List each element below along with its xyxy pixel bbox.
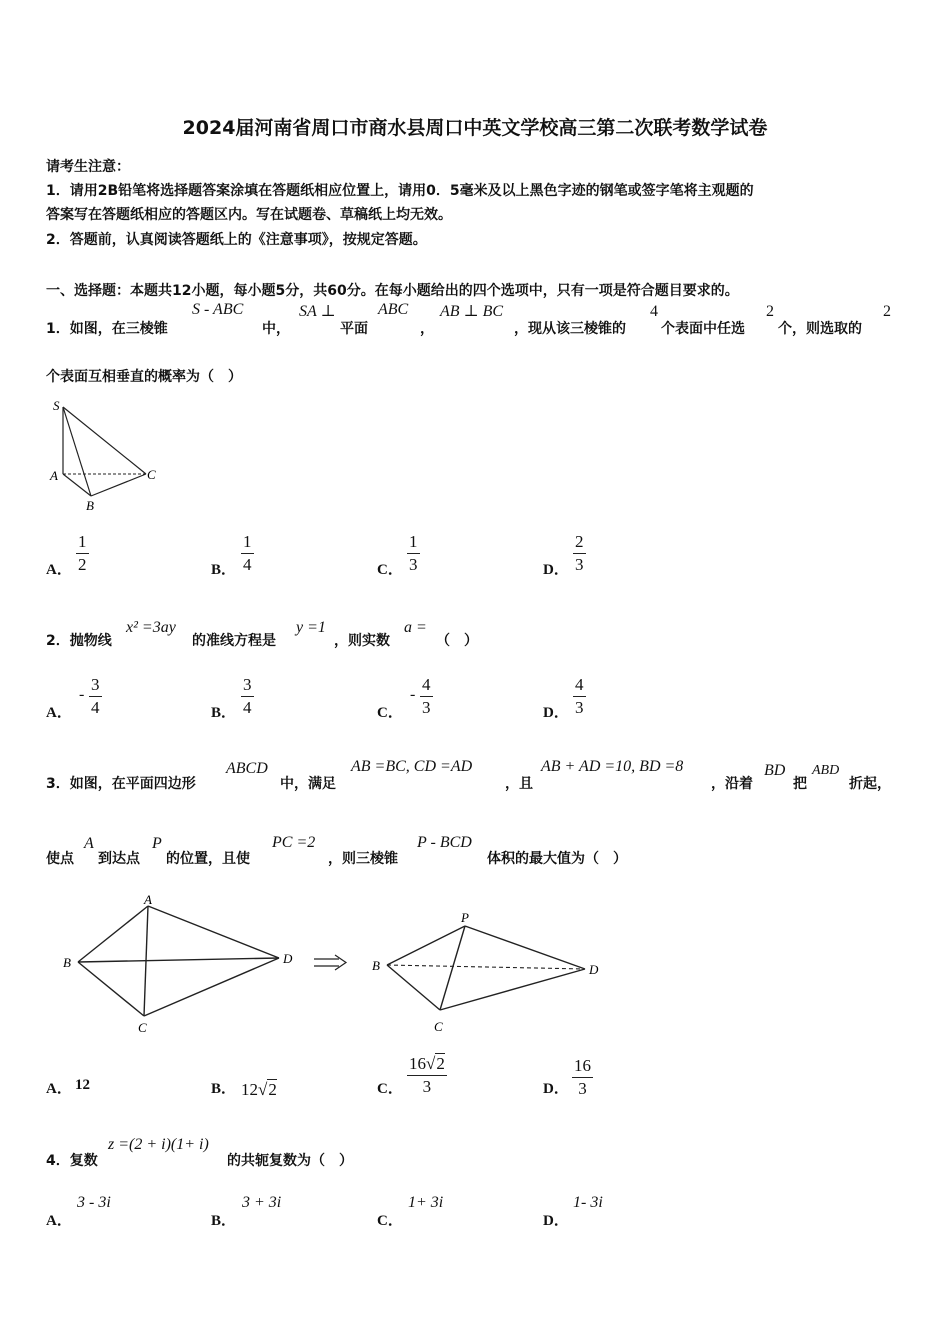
q1-math-1: S - ABC	[192, 301, 244, 318]
q3-fig1-label-b: B	[63, 955, 71, 970]
q3-fig2-label-c: C	[434, 1019, 443, 1034]
q3-math-5: ABD	[812, 763, 840, 778]
q3-fig1-label-c: C	[138, 1020, 147, 1035]
q2-math-1: x² =3ay	[126, 619, 176, 636]
q1-math-3: ABC	[378, 301, 409, 318]
q1-fig-label-s: S	[53, 398, 60, 413]
q3-line2-math-4: P - BCD	[417, 834, 472, 851]
q1-math-4: AB ⊥ BC	[440, 303, 504, 320]
q3-line2-text-5: 体积的最大值为（ ）	[487, 851, 627, 867]
q1-option-b-label: B．	[211, 562, 237, 578]
q4-math-1: z =(2 + i)(1+ i)	[108, 1136, 209, 1153]
q1-math-2: SA ⊥	[299, 303, 336, 320]
q2-option-a-sign: -	[79, 686, 85, 703]
q3-pyramid-pbcd	[372, 910, 599, 1034]
notice-item-1-line-2: 答案写在答题纸相应的答题区内。写在试题卷、草稿纸上均无效。	[46, 207, 452, 223]
q4-option-a-label: A．	[46, 1213, 72, 1229]
q2-option-b-value: 3 4	[243, 675, 252, 717]
q4-option-d-label: D．	[543, 1213, 569, 1229]
q3-math-4: BD	[764, 762, 786, 779]
q1-text-7: 个，则选取的	[778, 321, 862, 337]
q2-math-2: y =1	[296, 619, 326, 636]
q3-fig2-label-d: D	[589, 962, 599, 977]
q1-text-3: 平面	[340, 321, 368, 337]
q2-option-b-label: B．	[211, 705, 237, 721]
q1-fig-label-c: C	[147, 467, 156, 482]
q1-text-6: 个表面中任选	[661, 321, 745, 337]
q3-math-1: ABCD	[226, 760, 268, 777]
q3-option-a-label: A．	[46, 1081, 72, 1097]
q3-text-4: ，沿着	[711, 776, 753, 792]
notice-item-2: 2．答题前，认真阅读答题纸上的《注意事项》，按规定答题。	[46, 232, 427, 248]
q1-math-6: 2	[766, 303, 774, 320]
q2-math-3: a =	[404, 619, 427, 636]
q3-quadrilateral-abcd	[63, 892, 293, 1035]
q2-option-d-value: 4 3	[575, 675, 584, 717]
q2-option-c-label: C．	[377, 705, 403, 721]
q3-text-5: 把	[793, 776, 807, 792]
q3-fig2-label-b: B	[372, 958, 380, 973]
q4-text-1: 4．复数	[46, 1153, 98, 1169]
q1-option-b-value: 1 4	[243, 532, 252, 574]
q2-text-3: ，则实数	[334, 633, 390, 649]
q3-line2-math-3: PC =2	[272, 834, 316, 851]
q3-text-1: 3．如图，在平面四边形	[46, 776, 196, 792]
q1-option-c-label: C．	[377, 562, 403, 578]
q3-option-b-label: B．	[211, 1081, 237, 1097]
q3-option-d-value: 16 3	[574, 1056, 591, 1098]
q3-line2-math-1: A	[84, 835, 94, 852]
q3-fig1-label-a: A	[144, 892, 152, 907]
q1-text-4: ，	[420, 321, 434, 337]
q2-text-1: 2．抛物线	[46, 633, 112, 649]
q4-option-b-value: 3 + 3i	[242, 1194, 282, 1211]
q3-line2-text-4: ，则三棱锥	[328, 851, 398, 867]
q3-fig1-label-d: D	[283, 951, 293, 966]
q2-option-d-label: D．	[543, 705, 569, 721]
q3-option-c-label: C．	[377, 1081, 403, 1097]
q4-text-2: 的共轭复数为（ ）	[227, 1153, 353, 1169]
q3-line2-text-3: 的位置，且使	[166, 851, 250, 867]
q1-fig-label-b: B	[86, 498, 94, 513]
q3-arrow-icon	[314, 955, 346, 970]
q1-option-a-label: A．	[46, 562, 72, 578]
notice-heading: 请考生注意：	[46, 159, 130, 175]
q1-math-5: 4	[650, 303, 658, 320]
q3-option-b-value: 12√2	[241, 1080, 277, 1099]
q1-text-2: 中，	[262, 321, 290, 337]
q3-line2-text-2: 到达点	[98, 851, 140, 867]
q3-option-a-value: 12	[75, 1077, 90, 1093]
q1-text-5: ，现从该三棱锥的	[514, 321, 626, 337]
q3-line2-math-2: P	[152, 835, 162, 852]
section-heading: 一、选择题：本题共12小题，每小题5分，共60分。在每小题给出的四个选项中，只有一项是符合题目要求的。	[46, 283, 739, 299]
q1-option-a-value: 1 2	[78, 532, 87, 574]
q1-fig-label-a: A	[50, 468, 58, 483]
q4-option-d-value: 1- 3i	[573, 1194, 603, 1211]
q1-option-d-value: 2 3	[575, 532, 584, 574]
q2-option-c-sign: -	[410, 686, 416, 703]
q4-option-b-label: B．	[211, 1213, 237, 1229]
q3-math-3: AB + AD =10, BD =8	[541, 758, 684, 775]
q3-math-2: AB =BC, CD =AD	[351, 758, 473, 775]
q3-option-c-value: 16√2 3	[409, 1054, 445, 1096]
q2-text-2: 的准线方程是	[192, 633, 276, 649]
q1-pyramid-figure	[44, 396, 168, 514]
q1-text-line-2: 个表面互相垂直的概率为（ ）	[46, 369, 242, 385]
q4-option-c-label: C．	[377, 1213, 403, 1229]
q1-option-d-label: D．	[543, 562, 569, 578]
q1-option-c-value: 1 3	[409, 532, 418, 574]
q3-text-2: 中，满足	[280, 776, 336, 792]
q2-option-a-value: 3 4	[91, 675, 100, 717]
q4-option-c-value: 1+ 3i	[408, 1194, 444, 1211]
q2-option-c-value: 4 3	[422, 675, 431, 717]
q3-text-3: ，且	[505, 776, 533, 792]
notice-item-1-line-1: 1．请用2B铅笔将选择题答案涂填在答题纸相应位置上，请用0．5毫米及以上黑色字迹的钢笔或签字笔将主观题的	[46, 183, 754, 199]
q3-text-6: 折起，	[849, 776, 891, 792]
page-title: 2024届河南省周口市商水县周口中英文学校高三第二次联考数学试卷	[182, 117, 768, 139]
q3-line2-text-1: 使点	[46, 851, 74, 867]
q2-option-a-label: A．	[46, 705, 72, 721]
q4-option-a-value: 3 - 3i	[77, 1194, 111, 1211]
q2-text-4: （ ）	[436, 633, 478, 649]
q3-fig2-label-p: P	[461, 910, 469, 925]
q1-text-1: 1．如图，在三棱锥	[46, 321, 168, 337]
q1-math-7: 2	[883, 303, 891, 320]
q3-folding-figure	[56, 886, 616, 1042]
q3-option-d-label: D．	[543, 1081, 569, 1097]
